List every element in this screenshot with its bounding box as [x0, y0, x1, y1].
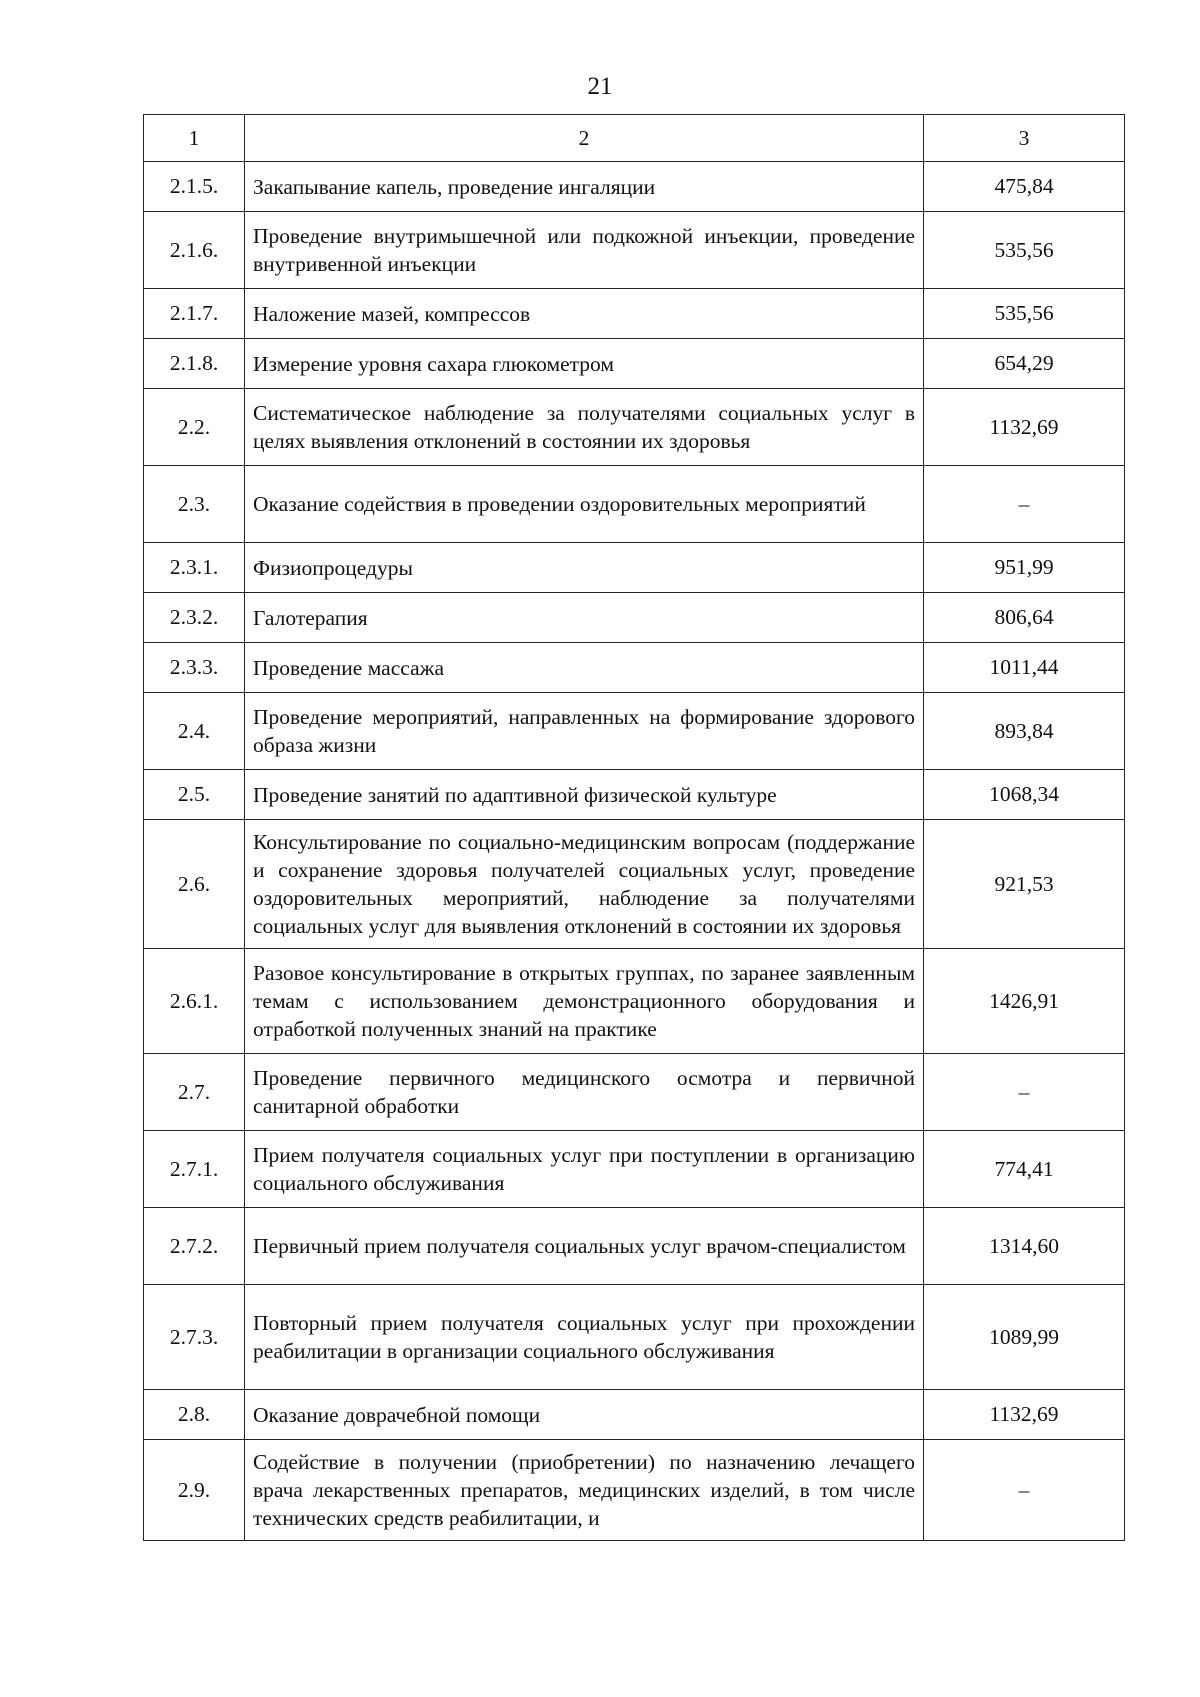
- row-number: 2.7.3.: [144, 1285, 245, 1390]
- row-price: 921,53: [924, 820, 1125, 949]
- row-price: 1426,91: [924, 949, 1125, 1054]
- row-description: Галотерапия: [245, 593, 924, 643]
- row-number: 2.2.: [144, 389, 245, 466]
- row-price: 1314,60: [924, 1208, 1125, 1285]
- row-number: 2.6.1.: [144, 949, 245, 1054]
- row-description: Разовое консультирование в открытых группах, по заранее заявленным темам с использованием демонстрационного оборудования и отработкой полученных знаний на практике: [245, 949, 924, 1054]
- row-price: 475,84: [924, 162, 1125, 212]
- table-row: [144, 949, 1125, 1054]
- row-price: –: [924, 466, 1125, 543]
- header-col-1: 1: [144, 115, 245, 162]
- row-price: 654,29: [924, 339, 1125, 389]
- row-description: Содействие в получении (приобретении) по назначению лечащего врача лекарственных препаратов, медицинских изделий, в том числе технических средств реабилитации, и: [245, 1440, 924, 1541]
- row-description: Проведение мероприятий, направленных на формирование здорового образа жизни: [245, 693, 924, 770]
- row-description: Консультирование по социально-медицинским вопросам (поддержание и сохранение здоровья получателей социальных услуг, проведение оздоровительных мероприятий, наблюдение за получателями социальных услуг для выявления отклонений в состоянии их здоровья: [245, 820, 924, 949]
- table-row: [144, 1054, 1125, 1131]
- row-price: 1132,69: [924, 1390, 1125, 1440]
- row-number: 2.3.: [144, 466, 245, 543]
- row-number: 2.5.: [144, 770, 245, 820]
- row-price: 1132,69: [924, 389, 1125, 466]
- table-row: [144, 1131, 1125, 1208]
- row-price: 1089,99: [924, 1285, 1125, 1390]
- table-row: [144, 643, 1125, 693]
- table-header-row: [144, 115, 1125, 162]
- row-price: 535,56: [924, 289, 1125, 339]
- row-number: 2.1.5.: [144, 162, 245, 212]
- row-number: 2.3.1.: [144, 543, 245, 593]
- row-description: Измерение уровня сахара глюкометром: [245, 339, 924, 389]
- row-description: Проведение первичного медицинского осмотра и первичной санитарной обработки: [245, 1054, 924, 1131]
- row-description: Повторный прием получателя социальных услуг при прохождении реабилитации в организации социального обслуживания: [245, 1285, 924, 1390]
- row-price: 535,56: [924, 212, 1125, 289]
- table-row: [144, 1440, 1125, 1541]
- row-number: 2.8.: [144, 1390, 245, 1440]
- table-row: [144, 339, 1125, 389]
- row-price: 806,64: [924, 593, 1125, 643]
- row-price: 774,41: [924, 1131, 1125, 1208]
- row-description: Физиопроцедуры: [245, 543, 924, 593]
- table-row: [144, 693, 1125, 770]
- table-row: [144, 162, 1125, 212]
- row-number: 2.7.1.: [144, 1131, 245, 1208]
- row-price: –: [924, 1440, 1125, 1541]
- row-price: –: [924, 1054, 1125, 1131]
- row-description: Наложение мазей, компрессов: [245, 289, 924, 339]
- row-description: Закапывание капель, проведение ингаляции: [245, 162, 924, 212]
- row-number: 2.9.: [144, 1440, 245, 1541]
- row-description: Прием получателя социальных услуг при поступлении в организацию социального обслуживания: [245, 1131, 924, 1208]
- services-price-table: [143, 114, 1125, 1541]
- row-number: 2.3.2.: [144, 593, 245, 643]
- row-number: 2.3.3.: [144, 643, 245, 693]
- row-price: 1011,44: [924, 643, 1125, 693]
- table-row: [144, 593, 1125, 643]
- row-number: 2.7.: [144, 1054, 245, 1131]
- row-description: Проведение внутримышечной или подкожной инъекции, проведение внутривенной инъекции: [245, 212, 924, 289]
- table-row: [144, 543, 1125, 593]
- table-row: [144, 212, 1125, 289]
- row-number: 2.1.8.: [144, 339, 245, 389]
- table-row: [144, 770, 1125, 820]
- row-description: Проведение массажа: [245, 643, 924, 693]
- table-row: [144, 820, 1125, 949]
- table-row: [144, 389, 1125, 466]
- row-description: Оказание содействия в проведении оздоровительных мероприятий: [245, 466, 924, 543]
- row-number: 2.6.: [144, 820, 245, 949]
- table-row: [144, 1285, 1125, 1390]
- table-row: [144, 1208, 1125, 1285]
- row-price: 1068,34: [924, 770, 1125, 820]
- row-description: Систематическое наблюдение за получателями социальных услуг в целях выявления отклонений в состоянии их здоровья: [245, 389, 924, 466]
- header-col-3: 3: [924, 115, 1125, 162]
- page-number: 21: [587, 73, 613, 100]
- row-number: 2.7.2.: [144, 1208, 245, 1285]
- row-description: Первичный прием получателя социальных услуг врачом-специалистом: [245, 1208, 924, 1285]
- table-row: [144, 289, 1125, 339]
- row-number: 2.1.7.: [144, 289, 245, 339]
- row-description: Проведение занятий по адаптивной физической культуре: [245, 770, 924, 820]
- row-price: 893,84: [924, 693, 1125, 770]
- header-col-2: 2: [245, 115, 924, 162]
- row-price: 951,99: [924, 543, 1125, 593]
- row-description: Оказание доврачебной помощи: [245, 1390, 924, 1440]
- row-number: 2.4.: [144, 693, 245, 770]
- table-row: [144, 1390, 1125, 1440]
- row-number: 2.1.6.: [144, 212, 245, 289]
- table-row: [144, 466, 1125, 543]
